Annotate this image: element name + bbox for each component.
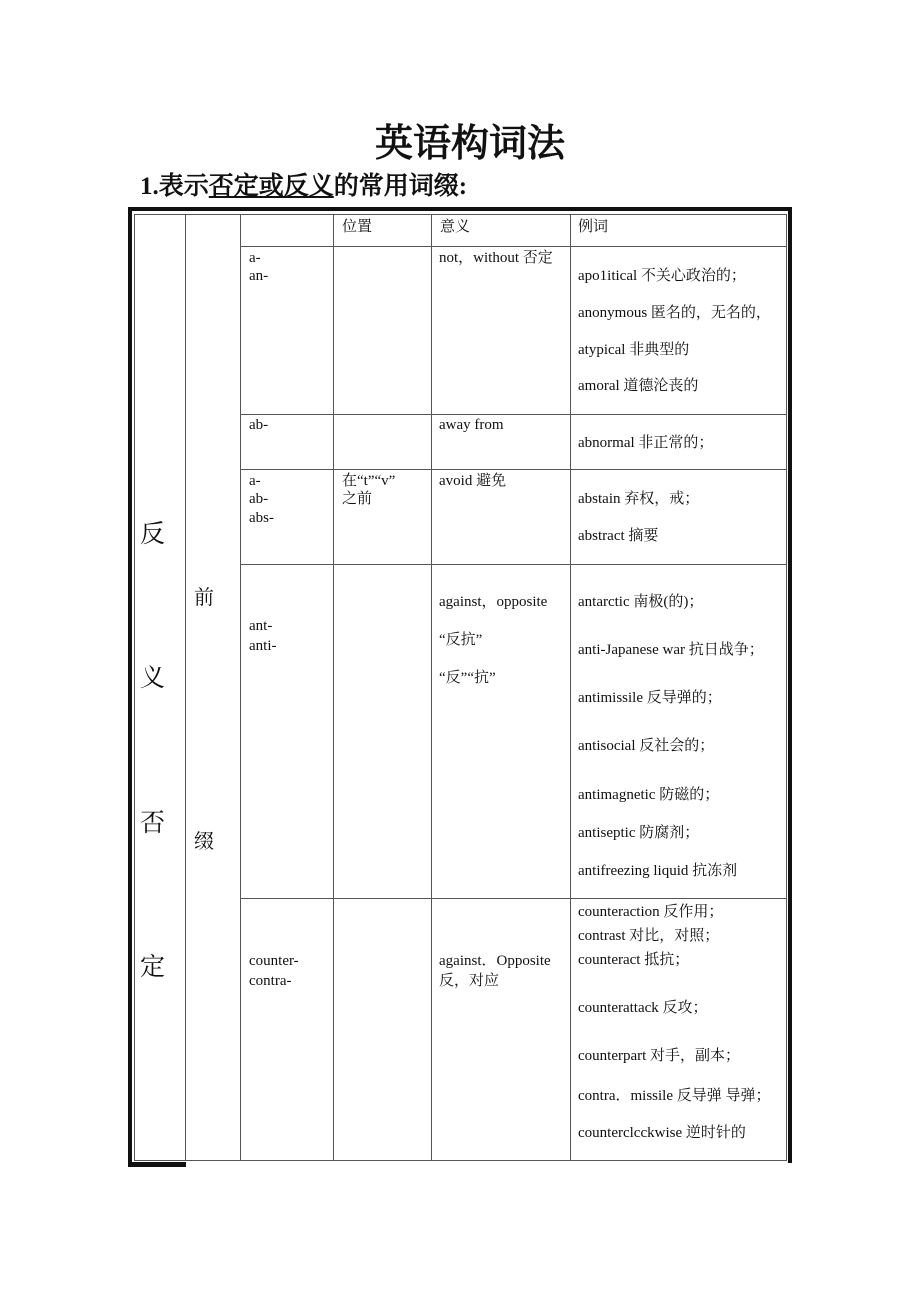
heading-prefix: 1.表示	[140, 173, 209, 200]
affix: counter-	[249, 953, 299, 969]
meaning: 反，对应	[439, 973, 500, 989]
affix: ant-	[249, 618, 273, 634]
example: anonymous 匿名的，无名的，	[578, 305, 771, 321]
position: 之前	[342, 491, 373, 507]
table-border-top	[128, 207, 792, 211]
column-header-meaning: 意义	[440, 219, 471, 235]
affix: a-	[249, 250, 261, 266]
example: contra．missile 反导弹 导弹；	[578, 1088, 771, 1104]
table-border-right	[788, 207, 792, 1163]
meaning: against，opposite	[439, 594, 548, 610]
example: antisocial 反社会的；	[578, 738, 715, 754]
category-label-char: 义	[140, 665, 166, 692]
category-label-char: 反	[140, 521, 166, 548]
type-label-char: 前	[194, 587, 214, 609]
page-title: 英语构词法	[374, 123, 565, 165]
category-label-char: 否	[140, 810, 166, 837]
column-header-examples: 例词	[578, 219, 609, 235]
affix: an-	[249, 268, 269, 284]
heading-underlined: 否定或反义	[208, 173, 334, 200]
example: contrast 对比，对照；	[578, 928, 720, 944]
example: antiseptic 防腐剂；	[578, 825, 700, 841]
column-header-position: 位置	[342, 219, 373, 235]
example: antimagnetic 防磁的；	[578, 787, 720, 803]
section-heading	[140, 166, 467, 202]
example: anti-Japanese war 抗日战争；	[578, 642, 764, 658]
affix: ab-	[249, 491, 269, 507]
meaning: away from	[439, 417, 504, 433]
example: abstain 弃权，戒；	[578, 491, 700, 507]
affix: abs-	[249, 510, 274, 526]
meaning: against．Opposite	[439, 953, 551, 969]
example: counterattack 反攻；	[578, 1000, 708, 1016]
example: amoral 道德沦丧的	[578, 378, 699, 394]
meaning: “反抗”	[439, 632, 483, 648]
example: atypical 非典型的	[578, 342, 690, 358]
affix: ab-	[249, 417, 269, 433]
example: antimissile 反导弹的；	[578, 690, 722, 706]
example: antarctic 南极(的)；	[578, 594, 704, 610]
table-border-bottom-left	[128, 1162, 186, 1167]
example: counterpart 对手，副本；	[578, 1048, 741, 1064]
example: counteraction 反作用；	[578, 904, 724, 920]
example: abstract 摘要	[578, 528, 659, 544]
heading-suffix: 的常用词缀:	[333, 173, 468, 200]
affix: contra-	[249, 973, 292, 989]
affix: anti-	[249, 638, 277, 654]
meaning: “反”“抗”	[439, 670, 496, 686]
example: apo1itical 不关心政治的；	[578, 268, 746, 284]
example: counteract 抵抗；	[578, 952, 690, 968]
example: counterclcckwise 逆时针的	[578, 1125, 746, 1141]
example: abnormal 非正常的；	[578, 435, 714, 451]
affix: a-	[249, 473, 261, 489]
meaning: not，without 否定	[439, 250, 553, 266]
type-label-char: 缀	[194, 831, 214, 853]
table-border-left	[128, 207, 132, 1167]
category-label-char: 定	[140, 954, 166, 981]
example: antifreezing liquid 抗冻剂	[578, 863, 738, 879]
position: 在“t”“v”	[342, 473, 396, 489]
meaning: avoid 避免	[439, 473, 507, 489]
